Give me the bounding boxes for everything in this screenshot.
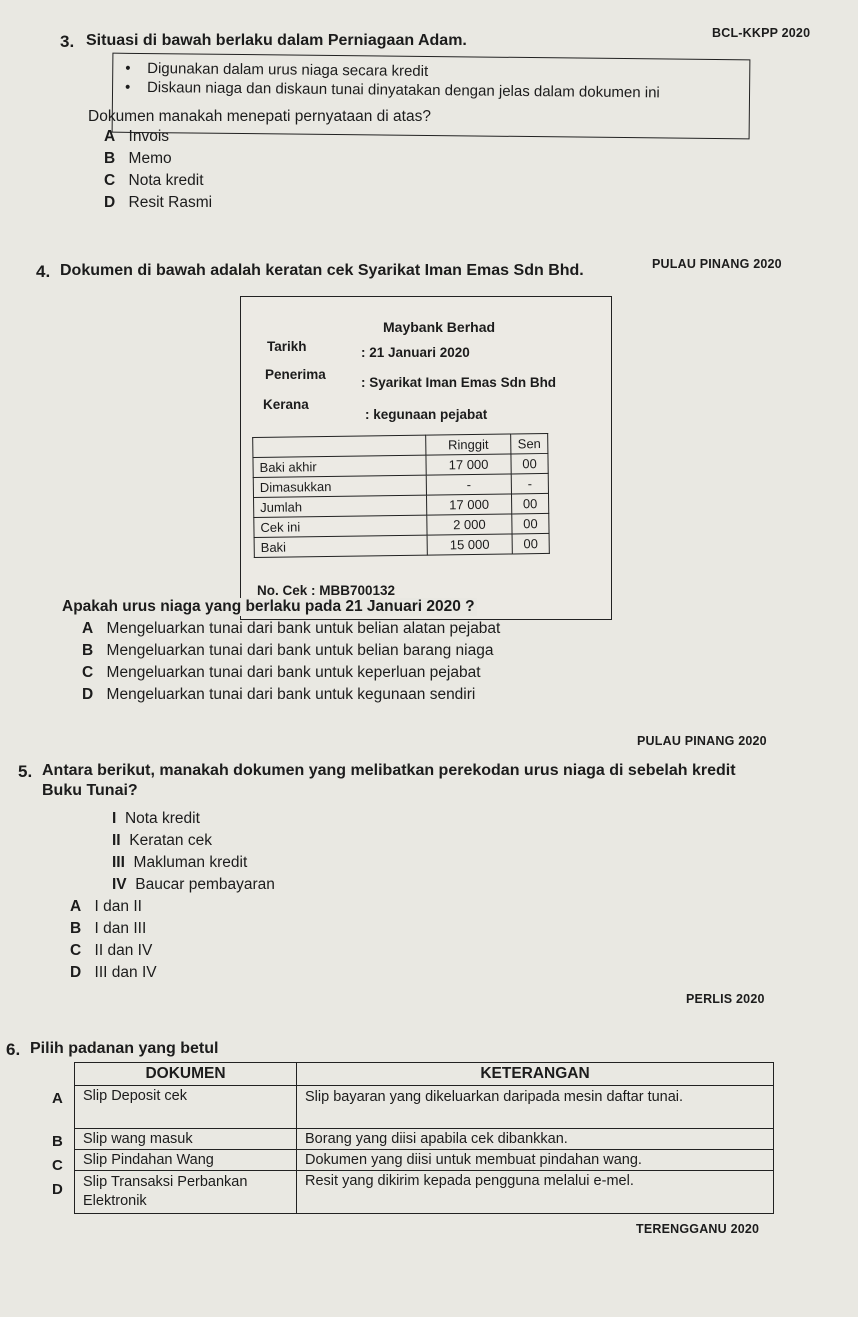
- option-a[interactable]: A Invois: [104, 128, 170, 145]
- table-row: Jumlah 17 000 00: [254, 493, 549, 517]
- bank-name: Maybank Berhad: [383, 319, 496, 335]
- row-letter: A: [52, 1090, 63, 1107]
- field-label: Tarikh: [267, 339, 307, 354]
- balance-table: [252, 433, 550, 558]
- question-text-cont: Buku Tunai?: [42, 782, 138, 799]
- situation-box: [112, 53, 751, 140]
- option-a[interactable]: A I dan II: [70, 898, 142, 915]
- source-label: TERENGGANU 2020: [636, 1222, 760, 1236]
- source-label: PULAU PINANG 2020: [637, 734, 767, 748]
- table-header-row: Ringgit Sen: [253, 433, 548, 457]
- field-label: Penerima: [265, 367, 326, 382]
- question-intro: Situasi di bawah berlaku dalam Perniagaan Adam.: [86, 32, 467, 49]
- field-value: : kegunaan pejabat: [365, 407, 488, 422]
- question-text: Antara berikut, manakah dokumen yang melibatkan perekodan urus niaga di sebelah kredit: [42, 762, 736, 779]
- table-header-row: DOKUMEN KETERANGAN: [75, 1063, 774, 1086]
- source-label: BCL-KKPP 2020: [712, 26, 811, 40]
- question-intro: Dokumen di bawah adalah keratan cek Syarikat Iman Emas Sdn Bhd.: [60, 262, 584, 279]
- option-c[interactable]: C Mengeluarkan tunai dari bank untuk keperluan pejabat: [82, 664, 481, 681]
- matching-table: [74, 1062, 774, 1214]
- option-c[interactable]: C Nota kredit: [104, 172, 204, 189]
- statement-item: I Nota kredit: [112, 810, 200, 827]
- statement-item: II Keratan cek: [112, 832, 212, 849]
- table-row: Slip Pindahan Wang Dokumen yang diisi untuk membuat pindahan wang.: [75, 1150, 774, 1171]
- source-label: PULAU PINANG 2020: [652, 257, 782, 271]
- statement-item: IV Baucar pembayaran: [112, 876, 275, 893]
- cheque-number: No. Cek : MBB700132: [257, 583, 396, 598]
- field-value: : 21 Januari 2020: [361, 345, 470, 360]
- table-row: Cek ini 2 000 00: [254, 513, 549, 537]
- field-label: Kerana: [263, 397, 309, 412]
- question-text: Pilih padanan yang betul: [30, 1040, 219, 1057]
- question-text: Dokumen manakah menepati pernyataan di atas?: [88, 108, 431, 125]
- cheque-stub: [240, 296, 612, 620]
- bullet-item: • Diskaun niaga dan diskaun tunai dinyatakan dengan jelas dalam dokumen ini: [124, 78, 660, 102]
- field-value: : Syarikat Iman Emas Sdn Bhd: [361, 375, 557, 390]
- table-row: Baki 15 000 00: [254, 533, 549, 557]
- question-number: 3.: [60, 32, 75, 51]
- table-row: Slip Transaksi Perbankan Elektronik Resit yang dikirim kepada pengguna melalui e-mel.: [75, 1171, 774, 1214]
- option-b[interactable]: B Memo: [104, 150, 172, 167]
- table-row: Baki akhir 17 000 00: [253, 453, 548, 477]
- source-label: PERLIS 2020: [686, 992, 765, 1006]
- row-letter: C: [52, 1157, 63, 1174]
- option-a[interactable]: A Mengeluarkan tunai dari bank untuk belian alatan pejabat: [82, 620, 501, 637]
- bullet-item: • Digunakan dalam urus niaga secara kredit: [125, 59, 429, 80]
- option-b[interactable]: B I dan III: [70, 920, 147, 937]
- option-d[interactable]: D Resit Rasmi: [104, 194, 213, 211]
- option-d[interactable]: D Mengeluarkan tunai dari bank untuk kegunaan sendiri: [82, 686, 476, 703]
- question-number: 6.: [6, 1040, 21, 1059]
- table-row: Slip Deposit cek Slip bayaran yang dikeluarkan daripada mesin daftar tunai.: [75, 1086, 774, 1129]
- statement-item: III Makluman kredit: [112, 854, 248, 871]
- table-row: Dimasukkan - -: [253, 473, 548, 497]
- option-c[interactable]: C II dan IV: [70, 942, 153, 959]
- row-letter: D: [52, 1181, 63, 1198]
- row-letter: B: [52, 1133, 63, 1150]
- question-number: 5.: [18, 762, 33, 781]
- question-text: Apakah urus niaga yang berlaku pada 21 Januari 2020 ?: [62, 598, 475, 615]
- option-d[interactable]: D III dan IV: [70, 964, 157, 981]
- table-row: Slip wang masuk Borang yang diisi apabila cek dibankkan.: [75, 1129, 774, 1150]
- option-b[interactable]: B Mengeluarkan tunai dari bank untuk belian barang niaga: [82, 642, 494, 659]
- question-number: 4.: [36, 262, 51, 281]
